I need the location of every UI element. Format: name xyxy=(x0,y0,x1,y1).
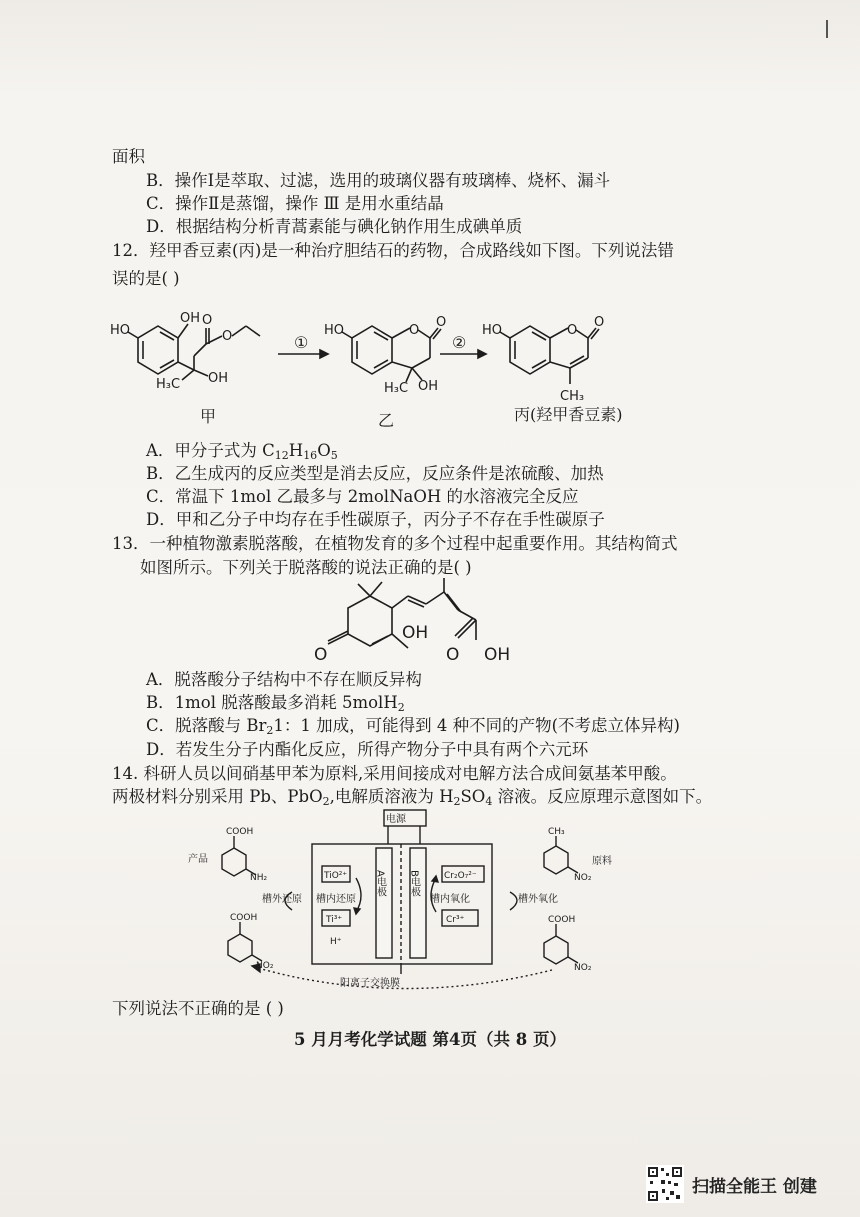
aba-cooh-label: OH xyxy=(484,645,511,665)
no2-label-2: NO₂ xyxy=(574,873,592,883)
cooh-label-3: COOH xyxy=(548,915,576,925)
page-footer: 5 月月考化学试题 第4页（共 8 页） xyxy=(294,1030,566,1049)
label-oh-1: OH xyxy=(180,311,201,326)
line-area: 面积 xyxy=(112,147,145,166)
step-1-label: ① xyxy=(294,333,309,352)
aba-o2-label: O xyxy=(446,645,460,665)
ch3-label: CH₃ xyxy=(548,827,565,837)
no2-label-3: NO₂ xyxy=(574,963,592,973)
tio-label: TiO²⁺ xyxy=(324,871,348,881)
in-ox-label: 槽内氧化 xyxy=(430,894,470,905)
question-12-stem-cont: 误的是( ) xyxy=(112,269,180,288)
watermark-text: 扫描全能王 创建 xyxy=(692,1177,817,1197)
question-12-stem: 12．羟甲香豆素(丙)是一种治疗胆结石的药物，合成路线如下图。下列说法错 xyxy=(112,241,674,260)
scan-mark xyxy=(826,20,828,38)
raw-label: 原料 xyxy=(592,856,612,867)
step-2-label: ② xyxy=(452,333,467,352)
membrane-label: 阳离子交换膜 xyxy=(340,978,400,989)
out-ox-label: 槽外氧化 xyxy=(518,894,558,905)
option-12d: D．甲和乙分子中均存在手性碳原子，丙分子不存在手性碳原子 xyxy=(146,510,605,529)
in-red-label: 槽内还原 xyxy=(316,894,356,905)
option-12c: C．常温下 1mol 乙最多与 2molNaOH 的水溶液完全反应 xyxy=(146,487,579,506)
question-14-stem-cont: 两极材料分别采用 Pb、PbO$_2$,电解质溶液为 $H_2SO_4$ 溶液。反应原理示意图如下。 xyxy=(112,787,713,808)
electrode-a-label: A电极 xyxy=(374,870,386,897)
aba-oh-label: OH xyxy=(402,623,429,643)
label-h3c-2: H₃C xyxy=(384,381,409,396)
label-ho-2: HO xyxy=(324,323,345,338)
question-14-prompt: 下列说法不正确的是 ( ) xyxy=(112,999,284,1018)
compound-yi-label: 乙 xyxy=(378,411,395,430)
label-ho-3: HO xyxy=(482,323,503,338)
out-red-label: 槽外还原 xyxy=(262,894,302,905)
option-13a: A．脱落酸分子结构中不存在顺反异构 xyxy=(146,670,422,689)
label-o-5: O xyxy=(567,323,578,338)
cooh-label-1: COOH xyxy=(226,827,254,837)
question-14-stem: 14. 科研人员以间硝基甲苯为原料,采用间接成对电解方法合成间氨基苯甲酸。 xyxy=(112,764,677,783)
cr3-label: Cr³⁺ xyxy=(446,915,465,925)
compound-bing-label: 丙(羟甲香豆素) xyxy=(514,405,623,424)
no2-label-1: NO₂ xyxy=(256,961,274,971)
ti3-label: Ti³⁺ xyxy=(326,915,343,925)
cr2o7-label: Cr₂O₇²⁻ xyxy=(444,871,477,881)
label-o-4: O xyxy=(436,315,447,330)
label-o-2: O xyxy=(222,329,233,344)
label-o-1: O xyxy=(202,313,213,328)
label-o-3: O xyxy=(409,323,420,338)
label-oh-2: OH xyxy=(208,371,229,386)
option-12b: B．乙生成丙的反应类型是消去反应，反应条件是浓硫酸、加热 xyxy=(146,464,604,483)
compound-jia-label: 甲 xyxy=(200,407,217,426)
aba-o-label: O xyxy=(314,645,328,665)
cooh-label-2: COOH xyxy=(230,913,258,923)
option-11b: B．操作Ⅰ是萃取、过滤，选用的玻璃仪器有玻璃棒、烧杯、漏斗 xyxy=(146,171,611,190)
label-o-6: O xyxy=(594,315,605,330)
abscisic-acid-structure xyxy=(300,578,560,670)
synthesis-scheme-12 xyxy=(110,296,730,436)
question-13-stem: 13．一种植物激素脱落酸，在植物发育的多个过程中起重要作用。其结构简式 xyxy=(112,534,678,553)
label-ch3: CH₃ xyxy=(560,389,585,404)
hplus-label: H⁺ xyxy=(330,937,342,947)
option-11c: C．操作Ⅱ是蒸馏，操作 Ⅲ 是用水重结晶 xyxy=(146,194,444,213)
power-label: 电源 xyxy=(386,814,406,825)
option-13b: B．1mol 脱落酸最多消耗 5molH$_2$ xyxy=(146,693,405,714)
label-ho-1: HO xyxy=(110,323,131,338)
option-13d: D．若发生分子内酯化反应，所得产物分子中具有两个六元环 xyxy=(146,740,589,759)
electrode-b-label: B电极 xyxy=(408,870,420,897)
option-11d: D．根据结构分析青蒿素能与碘化钠作用生成碘单质 xyxy=(146,217,523,236)
label-h3c-1: H₃C xyxy=(156,377,181,392)
product-label: 产品 xyxy=(188,854,208,865)
question-13-stem-cont: 如图所示。下列关于脱落酸的说法正确的是( ) xyxy=(140,558,472,577)
option-12a: A．甲分子式为 $C_{12}H_{16}O_5$ xyxy=(146,441,338,462)
nh2-label: NH₂ xyxy=(250,873,268,883)
label-oh-3: OH xyxy=(418,379,439,394)
electrolysis-diagram xyxy=(180,808,660,992)
option-13c: C．脱落酸与 $Br_21$：1 加成，可能得到 4 种不同的产物(不考虑立体异构) xyxy=(146,716,680,737)
qr-code-icon xyxy=(646,1165,684,1203)
